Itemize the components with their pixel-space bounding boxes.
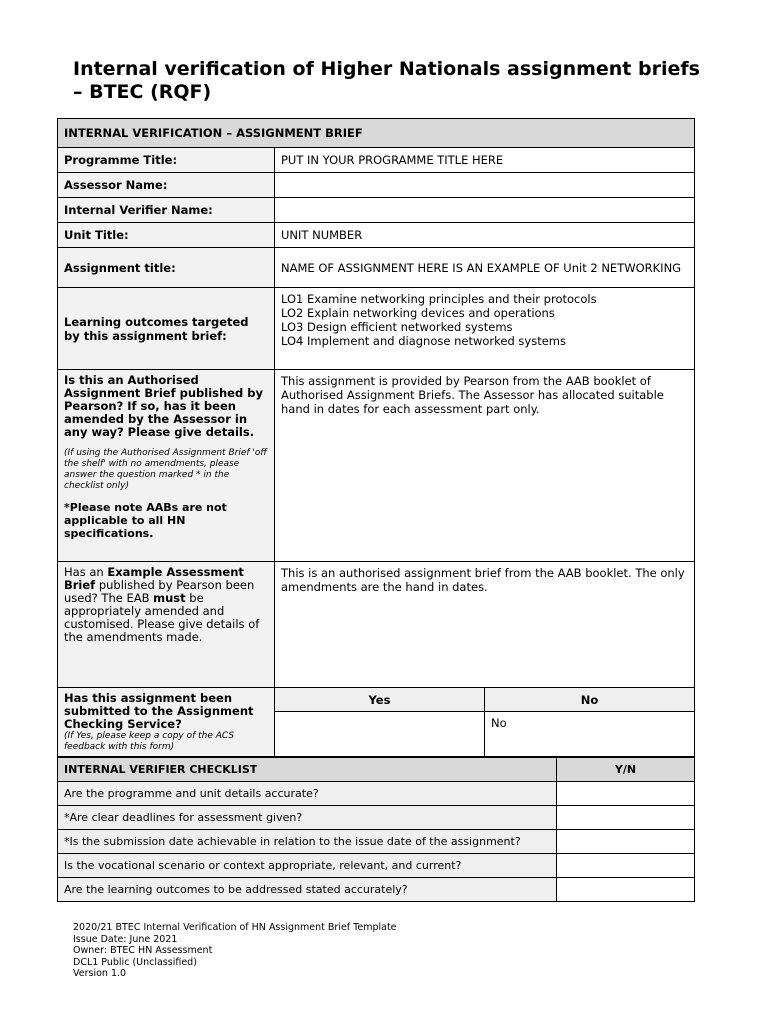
checklist-answer-field[interactable] (557, 854, 695, 878)
unit-title-label: Unit Title: (58, 223, 275, 248)
yes-column-header: Yes (275, 688, 485, 712)
checklist-answer-field[interactable] (557, 830, 695, 854)
iv-checklist-table (57, 757, 695, 902)
table-row (58, 782, 695, 806)
footer-line: Version 1.0 (73, 968, 127, 979)
checklist-question: Are the programme and unit details accurate? (58, 782, 557, 806)
checklist-header: INTERNAL VERIFIER CHECKLIST (58, 758, 557, 782)
yn-header: Y/N (557, 758, 695, 782)
aab-note: *Please note AABs are not applicable to all HN specifications. (64, 501, 227, 540)
eab-question-bold-2: must (153, 591, 186, 605)
programme-title-label: Programme Title: (58, 148, 275, 173)
assignment-brief-form (57, 118, 695, 757)
page-title (73, 58, 713, 104)
footer-line: Owner: BTEC HN Assessment (73, 945, 213, 956)
form-header: INTERNAL VERIFICATION – ASSIGNMENT BRIEF (58, 119, 695, 148)
learning-outcome-item: LO2 Explain networking devices and operations (281, 306, 555, 320)
table-row (58, 806, 695, 830)
table-row (58, 878, 695, 902)
eab-question-text-3: be appropriately amended and customised. Please give details of the amendments made. (64, 591, 260, 644)
eab-question-bold-1: Example Assessment Brief (64, 565, 244, 592)
aab-italic-note: (If using the Authorised Assignment Brief 'off the shelf' with no amendments, please answer the question marked * in the checklist only) (64, 448, 267, 491)
iv-name-field[interactable] (275, 198, 695, 223)
checklist-answer-field[interactable] (557, 878, 695, 902)
iv-name-label: Internal Verifier Name: (58, 198, 275, 223)
assessor-name-label: Assessor Name: (58, 173, 275, 198)
footer-line: Issue Date: June 2021 (73, 933, 178, 945)
table-row (58, 854, 695, 878)
aab-answer-field[interactable]: This assignment is provided by Pearson from the AAB booklet of Authorised Assignment Briefs. The Assessor has allocated suitable hand in dates for each assessment part only. (275, 370, 695, 562)
programme-title-field[interactable]: PUT IN YOUR PROGRAMME TITLE HERE (275, 148, 695, 173)
eab-answer-field[interactable]: This is an authorised assignment brief from the AAB booklet. The only amendments are the hand in dates. (275, 562, 695, 688)
footer-line: DCL1 Public (Unclassified) (73, 956, 197, 968)
assignment-title-field[interactable]: NAME OF ASSIGNMENT HERE IS AN EXAMPLE OF Unit 2 NETWORKING (275, 248, 695, 288)
eab-question-text-2: published by Pearson been used? The EAB (64, 578, 255, 605)
learning-outcomes-label: Learning outcomes targeted by this assignment brief: (58, 288, 275, 370)
table-row (58, 830, 695, 854)
checklist-question: Are the learning outcomes to be addressed stated accurately? (58, 878, 557, 902)
checklist-question: *Is the submission date achievable in relation to the issue date of the assignment? (58, 830, 557, 854)
page-title-line-1: Internal verification of Higher Nationals assignment briefs (73, 58, 700, 80)
acs-question-cell (58, 688, 275, 757)
checklist-answer-field[interactable] (557, 782, 695, 806)
assessor-name-field[interactable] (275, 173, 695, 198)
document-footer (73, 922, 397, 980)
learning-outcomes-field[interactable] (275, 288, 695, 370)
learning-outcome-item: LO1 Examine networking principles and their protocols (281, 292, 597, 306)
learning-outcome-item: LO4 Implement and diagnose networked systems (281, 334, 566, 348)
acs-question: Has this assignment been submitted to the Assignment Checking Service? (64, 691, 254, 731)
learning-outcome-item: LO3 Design efficient networked systems (281, 320, 513, 334)
footer-line: 2020/21 BTEC Internal Verification of HN Assignment Brief Template (73, 922, 397, 933)
acs-italic-note: (If Yes, please keep a copy of the ACS feedback with this form) (64, 731, 235, 752)
aab-question: Is this an Authorised Assignment Brief published by Pearson? If so, has it been amended by the Assessor in any way? Please give details. (64, 373, 263, 439)
checklist-answer-field[interactable] (557, 806, 695, 830)
no-column-header: No (485, 688, 695, 712)
page-title-line-2: – BTEC (RQF) (73, 81, 212, 103)
unit-title-field[interactable]: UNIT NUMBER (275, 223, 695, 248)
aab-question-cell (58, 370, 275, 562)
assignment-title-label: Assignment title: (58, 248, 275, 288)
eab-question-text-1: Has an (64, 565, 108, 579)
checklist-question: *Are clear deadlines for assessment given? (58, 806, 557, 830)
checklist-question: Is the vocational scenario or context appropriate, relevant, and current? (58, 854, 557, 878)
yes-answer-field[interactable] (275, 712, 485, 757)
no-answer-field[interactable]: No (485, 712, 695, 757)
eab-question (58, 562, 275, 688)
